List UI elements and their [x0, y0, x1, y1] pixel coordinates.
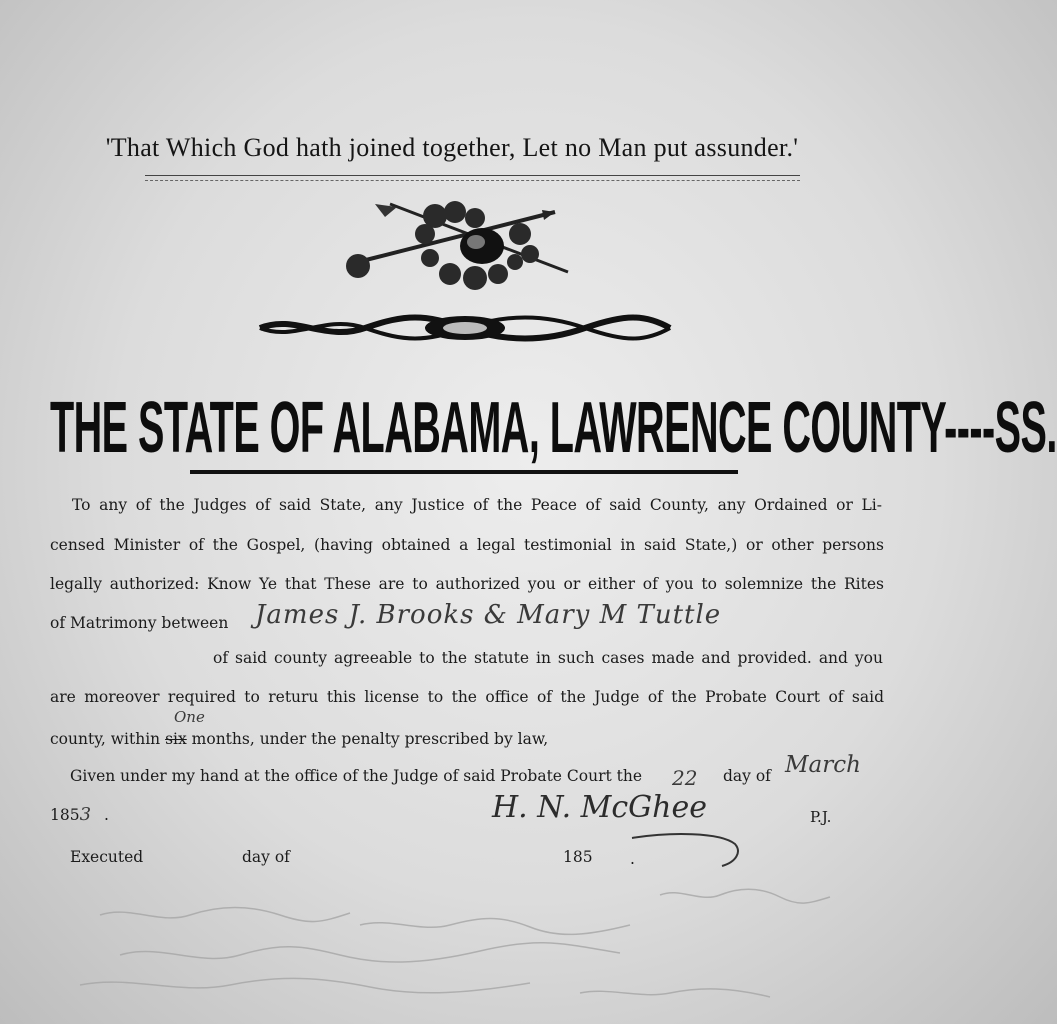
- year-line: [50, 805, 109, 825]
- executed-label: Executed: [70, 848, 144, 866]
- body-line-2: censed Minister of the Gospel, (having obtained a legal testimonial in said State,) or other persons: [50, 536, 884, 554]
- executed-period: .: [630, 850, 635, 868]
- body-line-3: legally authorized: Know Ye that These are to authorized you or either of you to solemnize the Rites: [50, 575, 884, 593]
- struck-word: six: [165, 730, 187, 748]
- body-line-1: To any of the Judges of said State, any Justice of the Peace of said County, any Ordained or Li-: [72, 496, 882, 514]
- handwritten-year-digit: 3: [79, 804, 92, 825]
- executed-dayof: day of: [242, 848, 290, 866]
- body-line-6: are moreover required to returu this license to the office of the Judge of the Probate Court of said: [50, 688, 884, 706]
- document-title: THE STATE OF ALABAMA, LAWRENCE COUNTY----SS.: [50, 388, 1057, 468]
- handwritten-months-correction: One: [174, 708, 205, 726]
- wreath-arrows-vignette-icon: [330, 196, 580, 296]
- motto-rule-dashed: [145, 180, 800, 181]
- body-line-8-dayof: day of: [723, 767, 771, 785]
- year-prefix: 185: [50, 806, 80, 824]
- body-line-4: of Matrimony between: [50, 614, 229, 632]
- motto: 'That Which God hath joined together, Let no Man put assunder.': [105, 133, 799, 162]
- probate-judge-signature: H. N. McGhee: [492, 790, 707, 825]
- probate-judge-abbreviation: P.J.: [810, 808, 832, 826]
- year-period: .: [103, 806, 109, 824]
- body-line-8: Given under my hand at the office of the Judge of said Probate Court the: [70, 767, 643, 785]
- body-line-7-end: months, under the penalty prescribed by law,: [191, 730, 549, 748]
- handwritten-couple-names: James J. Brooks & Mary M Tuttle: [255, 600, 722, 630]
- handwritten-month: March: [785, 752, 861, 778]
- bleed-through-handwriting-icon: [60, 875, 890, 1015]
- body-line-7-start: county, within: [50, 730, 161, 748]
- executed-year: 185: [563, 848, 593, 866]
- title-underline: [190, 470, 738, 474]
- signature-flourish-icon: [630, 830, 745, 870]
- ornamental-divider-icon: [255, 312, 675, 344]
- body-line-5: of said county agreeable to the statute in such cases made and provided. and you: [213, 649, 883, 667]
- handwritten-day: 22: [672, 766, 698, 790]
- body-line-7: [50, 729, 548, 749]
- motto-rule: [145, 175, 800, 176]
